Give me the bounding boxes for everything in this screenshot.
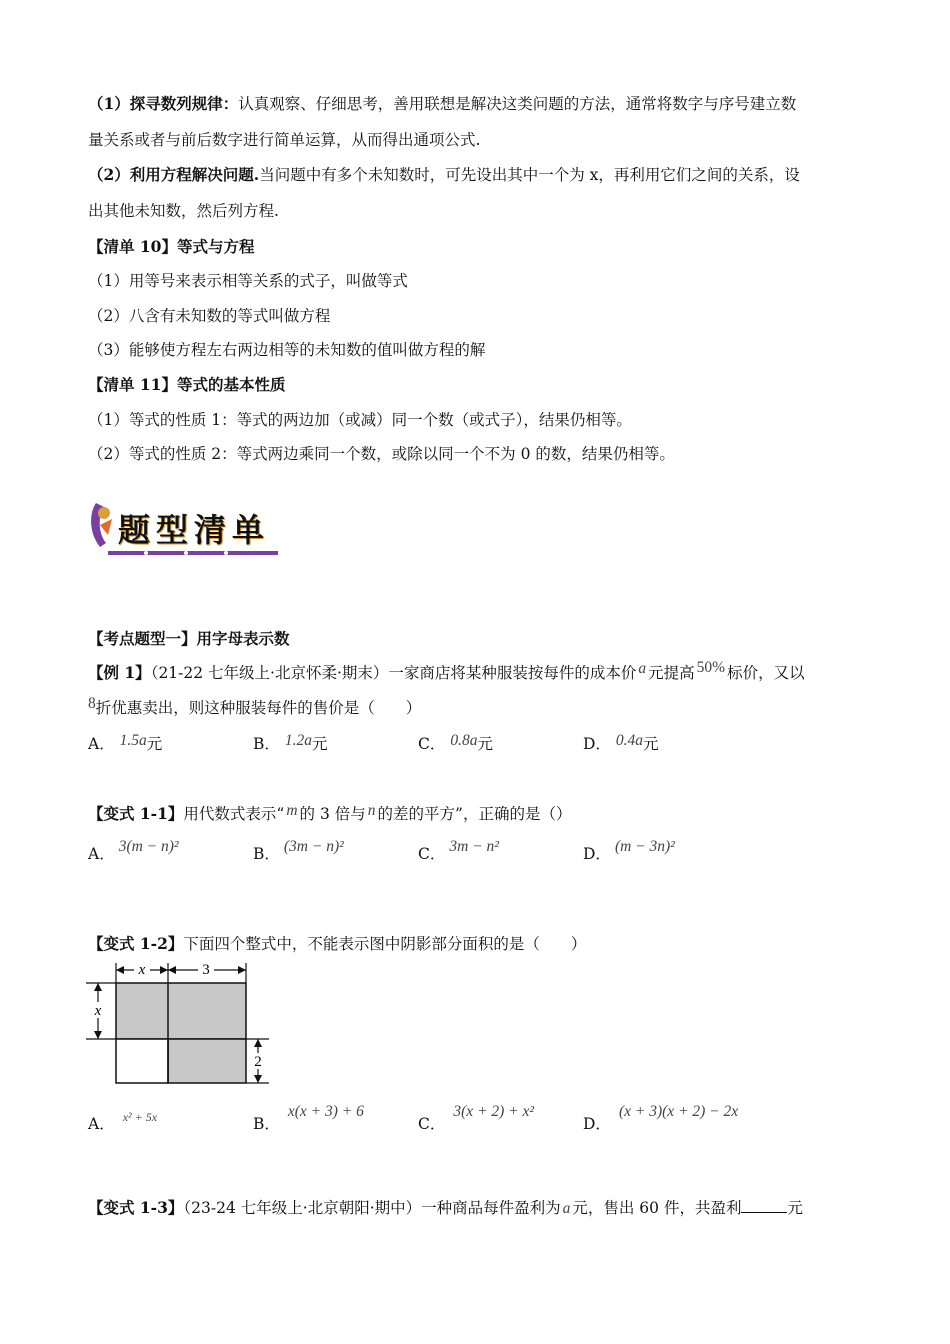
- list10-item: （2）八含有未知数的等式叫做方程: [88, 307, 331, 325]
- ex1-pct: 50%: [696, 659, 726, 676]
- option-letter: C．: [418, 735, 446, 753]
- figure-label-left: x: [94, 1003, 102, 1019]
- intro-p2-head: （2）利用方程解决问题.: [88, 165, 260, 184]
- shaded-region: [116, 983, 246, 1039]
- v12-question: [88, 932, 586, 954]
- option-expr: (x + 3)(x + 2) − 2x: [618, 1103, 739, 1120]
- v11-option-b[interactable]: [253, 838, 344, 864]
- v11-question: [88, 802, 571, 824]
- ex1-option-c[interactable]: [418, 732, 493, 754]
- v12-figure: [84, 958, 284, 1088]
- answer-blank[interactable]: [741, 1198, 787, 1213]
- ex1-var-a: a: [638, 660, 647, 677]
- option-unit: 元: [311, 735, 328, 753]
- ex1-num8: 8: [88, 695, 96, 712]
- option-expr: 3m − n²: [449, 838, 499, 855]
- ex1-question-cont: [88, 696, 421, 718]
- banner-title: 题型清单: [118, 511, 271, 549]
- v13-text: 元，售出 60 件，共盈利: [572, 1199, 742, 1217]
- option-letter: A．: [88, 1115, 115, 1133]
- shaded-region: [168, 1039, 246, 1083]
- figure-label-right: 2: [254, 1054, 262, 1070]
- option-letter: C．: [418, 1115, 446, 1133]
- option-unit: 元: [643, 735, 659, 753]
- v11-text: 的 3 倍与: [299, 805, 366, 823]
- option-letter: A．: [88, 735, 115, 753]
- list11-title: 【清单 11】等式的基本性质: [88, 375, 286, 394]
- ex1-text: 元提高: [648, 664, 695, 682]
- option-letter: B．: [253, 735, 280, 753]
- option-expr: 1.5a: [119, 732, 147, 749]
- v11-option-c[interactable]: [418, 838, 499, 864]
- intro-p2-cont: 出其他未知数，然后列方程.: [88, 202, 279, 220]
- option-letter: C．: [418, 845, 446, 863]
- v13-text: （23-24 七年级上·北京朝阳·期中）一种商品每件盈利为: [183, 1199, 561, 1217]
- v13-var-a: a: [562, 1200, 571, 1217]
- section-title: 【考点题型一】用字母表示数: [88, 629, 290, 648]
- question-types-banner: [86, 495, 286, 563]
- intro-p1-cont: 量关系或者与前后数字进行简单运算，从而得出通项公式.: [88, 131, 481, 149]
- intro-p1-text: 认真观察、仔细思考，善用联想是解决这类问题的方法，通常将数字与序号建立数: [238, 95, 797, 113]
- v11-option-d[interactable]: [583, 838, 675, 864]
- v11-var-n: n: [367, 802, 376, 819]
- v11-label: 【变式 1-1】: [88, 804, 184, 823]
- v11-var-m: m: [286, 802, 298, 819]
- option-letter: D．: [583, 1115, 611, 1133]
- list11-item: （1）等式的性质 1：等式的两边加（或减）同一个数（或式子），结果仍相等。: [88, 411, 632, 429]
- white-region: [116, 1039, 168, 1083]
- ex1-text: 折优惠卖出，则这种服装每件的售价是（ ）: [95, 699, 422, 717]
- option-letter: A．: [88, 845, 115, 863]
- option-expr: x² + 5x: [122, 1110, 158, 1124]
- v11-text: 用代数式表示“: [183, 805, 285, 823]
- option-unit: 元: [146, 735, 163, 753]
- v13-text: 元: [787, 1199, 803, 1217]
- option-expr: 3(m − n)²: [118, 838, 179, 855]
- v12-option-b[interactable]: [253, 1103, 364, 1134]
- ex1-text: 标价，又以: [727, 664, 805, 682]
- option-letter: D．: [583, 845, 611, 863]
- option-expr: (3m − n)²: [283, 838, 344, 855]
- option-letter: B．: [253, 845, 280, 863]
- list10-item: （1）用等号来表示相等关系的式子，叫做等式: [88, 272, 408, 290]
- option-expr: 1.2a: [284, 732, 312, 749]
- v12-option-d[interactable]: [583, 1103, 739, 1134]
- intro-p1: [88, 92, 796, 114]
- option-expr: x(x + 3) + 6: [287, 1103, 364, 1120]
- intro-p2: [88, 163, 800, 185]
- ex1-option-d[interactable]: [583, 732, 659, 754]
- option-letter: D．: [583, 735, 611, 753]
- figure-label-top-right: 3: [202, 962, 210, 978]
- v12-text: 下面四个整式中，不能表示图中阴影部分面积的是（ ）: [183, 935, 587, 953]
- v11-option-a[interactable]: [88, 838, 179, 864]
- list11-item: （2）等式的性质 2：等式两边乘同一个数，或除以同一个不为 0 的数，结果仍相等。: [88, 445, 675, 463]
- figure-label-top-left: x: [138, 962, 146, 978]
- v13-question: [88, 1196, 803, 1218]
- ex1-text: （21-22 七年级上·北京怀柔·期末）一家商店将某种服装按每件的成本价: [150, 664, 637, 682]
- option-expr: (m − 3n)²: [614, 838, 675, 855]
- ex1-option-b[interactable]: [253, 732, 327, 754]
- list10-title: 【清单 10】等式与方程: [88, 237, 255, 256]
- v12-label: 【变式 1-2】: [88, 934, 184, 953]
- option-expr: 3(x + 2) + x²: [453, 1103, 535, 1120]
- intro-p2-text: 当问题中有多个未知数时，可先设出其中一个为 x，再利用它们之间的关系，设: [259, 166, 800, 184]
- list10-item: （3）能够使方程左右两边相等的未知数的值叫做方程的解: [88, 341, 486, 359]
- ex1-option-a[interactable]: [88, 732, 162, 754]
- option-unit: 元: [477, 735, 493, 753]
- intro-p1-head: （1）探寻数列规律：: [88, 94, 239, 113]
- ex1-label: 【例 1】: [88, 663, 151, 682]
- v13-label: 【变式 1-3】: [88, 1198, 184, 1217]
- v11-text: 的差的平方”，正确的是（）: [377, 805, 572, 823]
- ex1-question: [88, 661, 805, 683]
- option-letter: B．: [253, 1115, 280, 1133]
- option-expr: 0.8a: [450, 732, 478, 749]
- v12-option-c[interactable]: [418, 1103, 535, 1134]
- option-expr: 0.4a: [615, 732, 643, 749]
- v12-option-a[interactable]: [88, 1112, 157, 1134]
